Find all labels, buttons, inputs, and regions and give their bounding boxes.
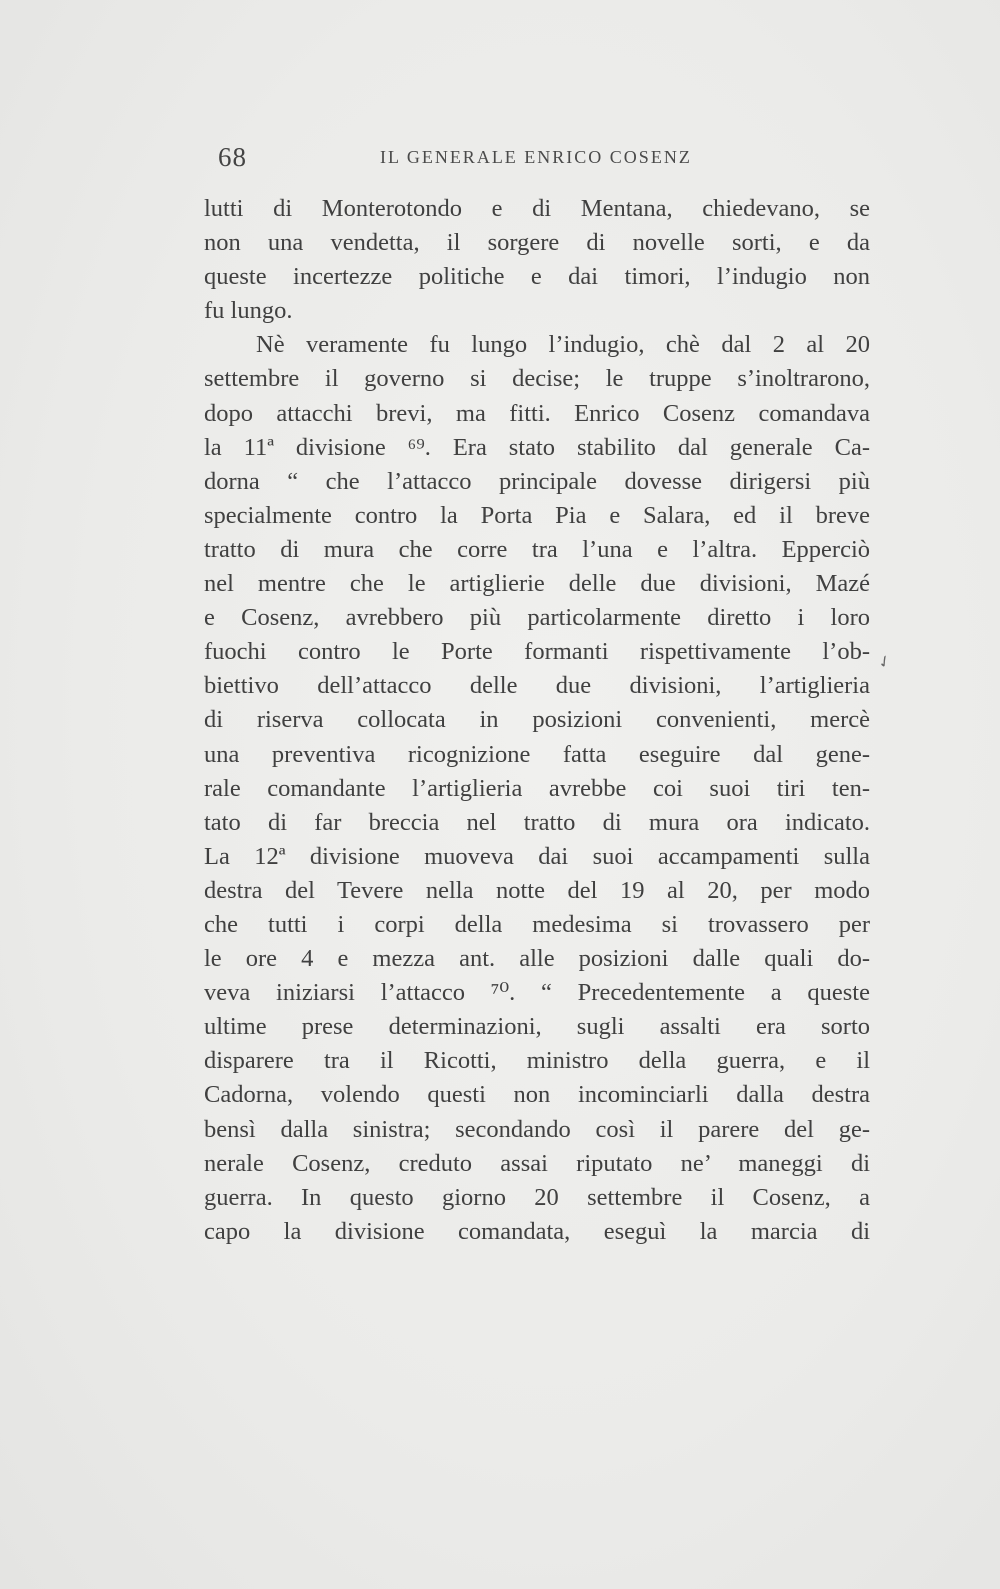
text-line: una preventiva ricognizione fatta eseguire dal gene- xyxy=(204,740,870,768)
text-line: nerale Cosenz, creduto assai riputato ne’ maneggi di xyxy=(204,1149,870,1177)
text-line: fuochi contro le Porte formanti rispettivamente l’ob- xyxy=(204,638,870,666)
text-line: destra del Tevere nella notte del 19 al 20, per modo xyxy=(204,876,870,904)
text-line: rale comandante l’artiglieria avrebbe coi suoi tiri ten- xyxy=(204,774,870,802)
text-line: queste incertezze politiche e dai timori, l’indugio non xyxy=(204,263,870,291)
text-line: veva iniziarsi l’attacco ⁷⁰. “ Precedentemente a queste xyxy=(204,979,870,1007)
text-line: bensì dalla sinistra; secondando così il parere del ge- xyxy=(204,1115,870,1143)
text-line: dorna “ che l’attacco principale dovesse dirigersi più xyxy=(204,467,870,495)
text-line: nel mentre che le artiglierie delle due divisioni, Mazé xyxy=(204,570,870,598)
text-line: La 12ª divisione muoveva dai suoi accampamenti sulla xyxy=(204,842,870,870)
text-line: la 11ª divisione ⁶⁹. Era stato stabilito dal generale Ca- xyxy=(204,433,870,461)
text-line: settembre il governo si decise; le truppe s’inoltrarono, xyxy=(204,365,870,393)
text-line: e Cosenz, avrebbero più particolarmente diretto i loro xyxy=(204,604,870,632)
text-line: le ore 4 e mezza ant. alle posizioni dalle quali do- xyxy=(204,945,870,973)
page-number: 68 xyxy=(218,142,247,172)
text-line: lutti di Monterotondo e di Mentana, chiedevano, se xyxy=(204,195,870,222)
page-header xyxy=(218,142,708,172)
text-line: tratto di mura che corre tra l’una e l’altra. Epperciò xyxy=(204,535,870,563)
text-line: guerra. In questo giorno 20 settembre il Cosenz, a xyxy=(204,1183,870,1211)
text-line: che tutti i corpi della medesima si trovassero per xyxy=(204,910,870,938)
text-line: ultime prese determinazioni, sugli assalti era sorto xyxy=(204,1013,870,1041)
text-line: specialmente contro la Porta Pia e Salara, ed il breve xyxy=(204,501,870,529)
text-line: dopo attacchi brevi, ma fitti. Enrico Cosenz comandava xyxy=(204,399,870,427)
text-line: capo la divisione comandata, eseguì la marcia di xyxy=(204,1217,870,1245)
body-text xyxy=(204,192,870,1249)
text-line: non una vendetta, il sorgere di novelle sorti, e da xyxy=(204,229,870,257)
text-line: Cadorna, volendo questi non incominciarli dalla destra xyxy=(204,1081,870,1109)
text-line: disparere tra il Ricotti, ministro della guerra, e il xyxy=(204,1047,870,1075)
text-line: fu lungo. xyxy=(204,297,293,325)
running-head: IL GENERALE ENRICO COSENZ xyxy=(380,147,692,167)
text-line: tato di far breccia nel tratto di mura ora indicato. xyxy=(204,808,870,836)
text-line: biettivo dell’attacco delle due divisioni, l’artiglieria xyxy=(204,672,870,700)
margin-mark-icon: ✓ xyxy=(874,651,896,674)
text-line: di riserva collocata in posizioni convenienti, mercè xyxy=(204,706,870,734)
text-line: Nè veramente fu lungo l’indugio, chè dal 2 al 20 xyxy=(256,331,870,359)
